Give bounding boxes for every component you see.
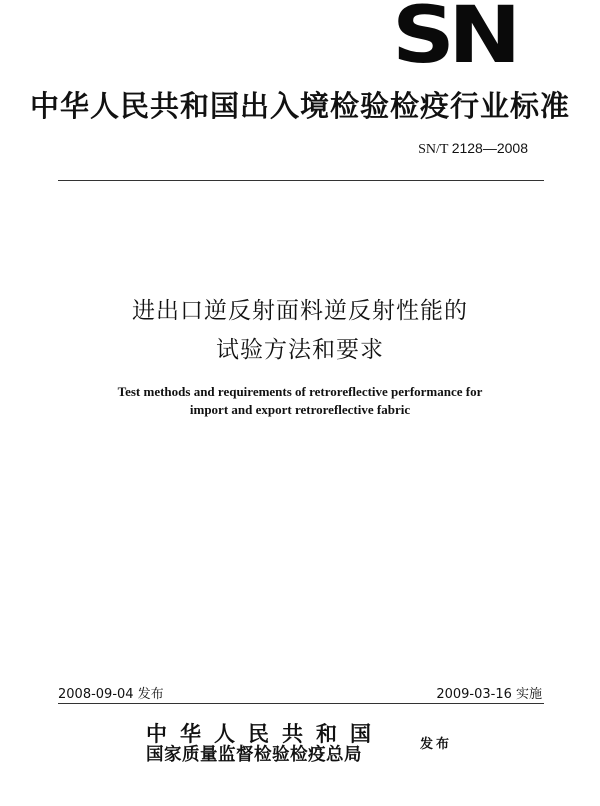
publish-date: 2008-09-04 发布 xyxy=(58,687,164,702)
standard-prefix: SN/T xyxy=(418,142,452,157)
footer-divider xyxy=(58,703,544,704)
header-divider xyxy=(58,180,544,181)
standard-number xyxy=(418,140,528,158)
chinese-title-line-2: 试验方法和要求 xyxy=(216,337,384,363)
chinese-title-line-1: 进出口逆反射面料逆反射性能的 xyxy=(132,298,468,324)
issuer-country: 中华人民共和国 xyxy=(146,722,384,746)
issue-label: 发布 xyxy=(420,737,453,752)
standard-code: 2128—2008 xyxy=(451,140,528,156)
organization-title: 中华人民共和国出入境检验检疫行业标准 xyxy=(29,89,570,123)
english-title-line-2: import and export retroreflective fabric xyxy=(189,402,411,417)
implement-date: 2009-03-16 实施 xyxy=(436,687,542,702)
english-title-line-1: Test methods and requirements of retroreflective performance for xyxy=(117,384,483,399)
issuer-agency: 国家质量监督检验检疫总局 xyxy=(146,745,362,765)
sn-logo: SN xyxy=(392,0,515,81)
